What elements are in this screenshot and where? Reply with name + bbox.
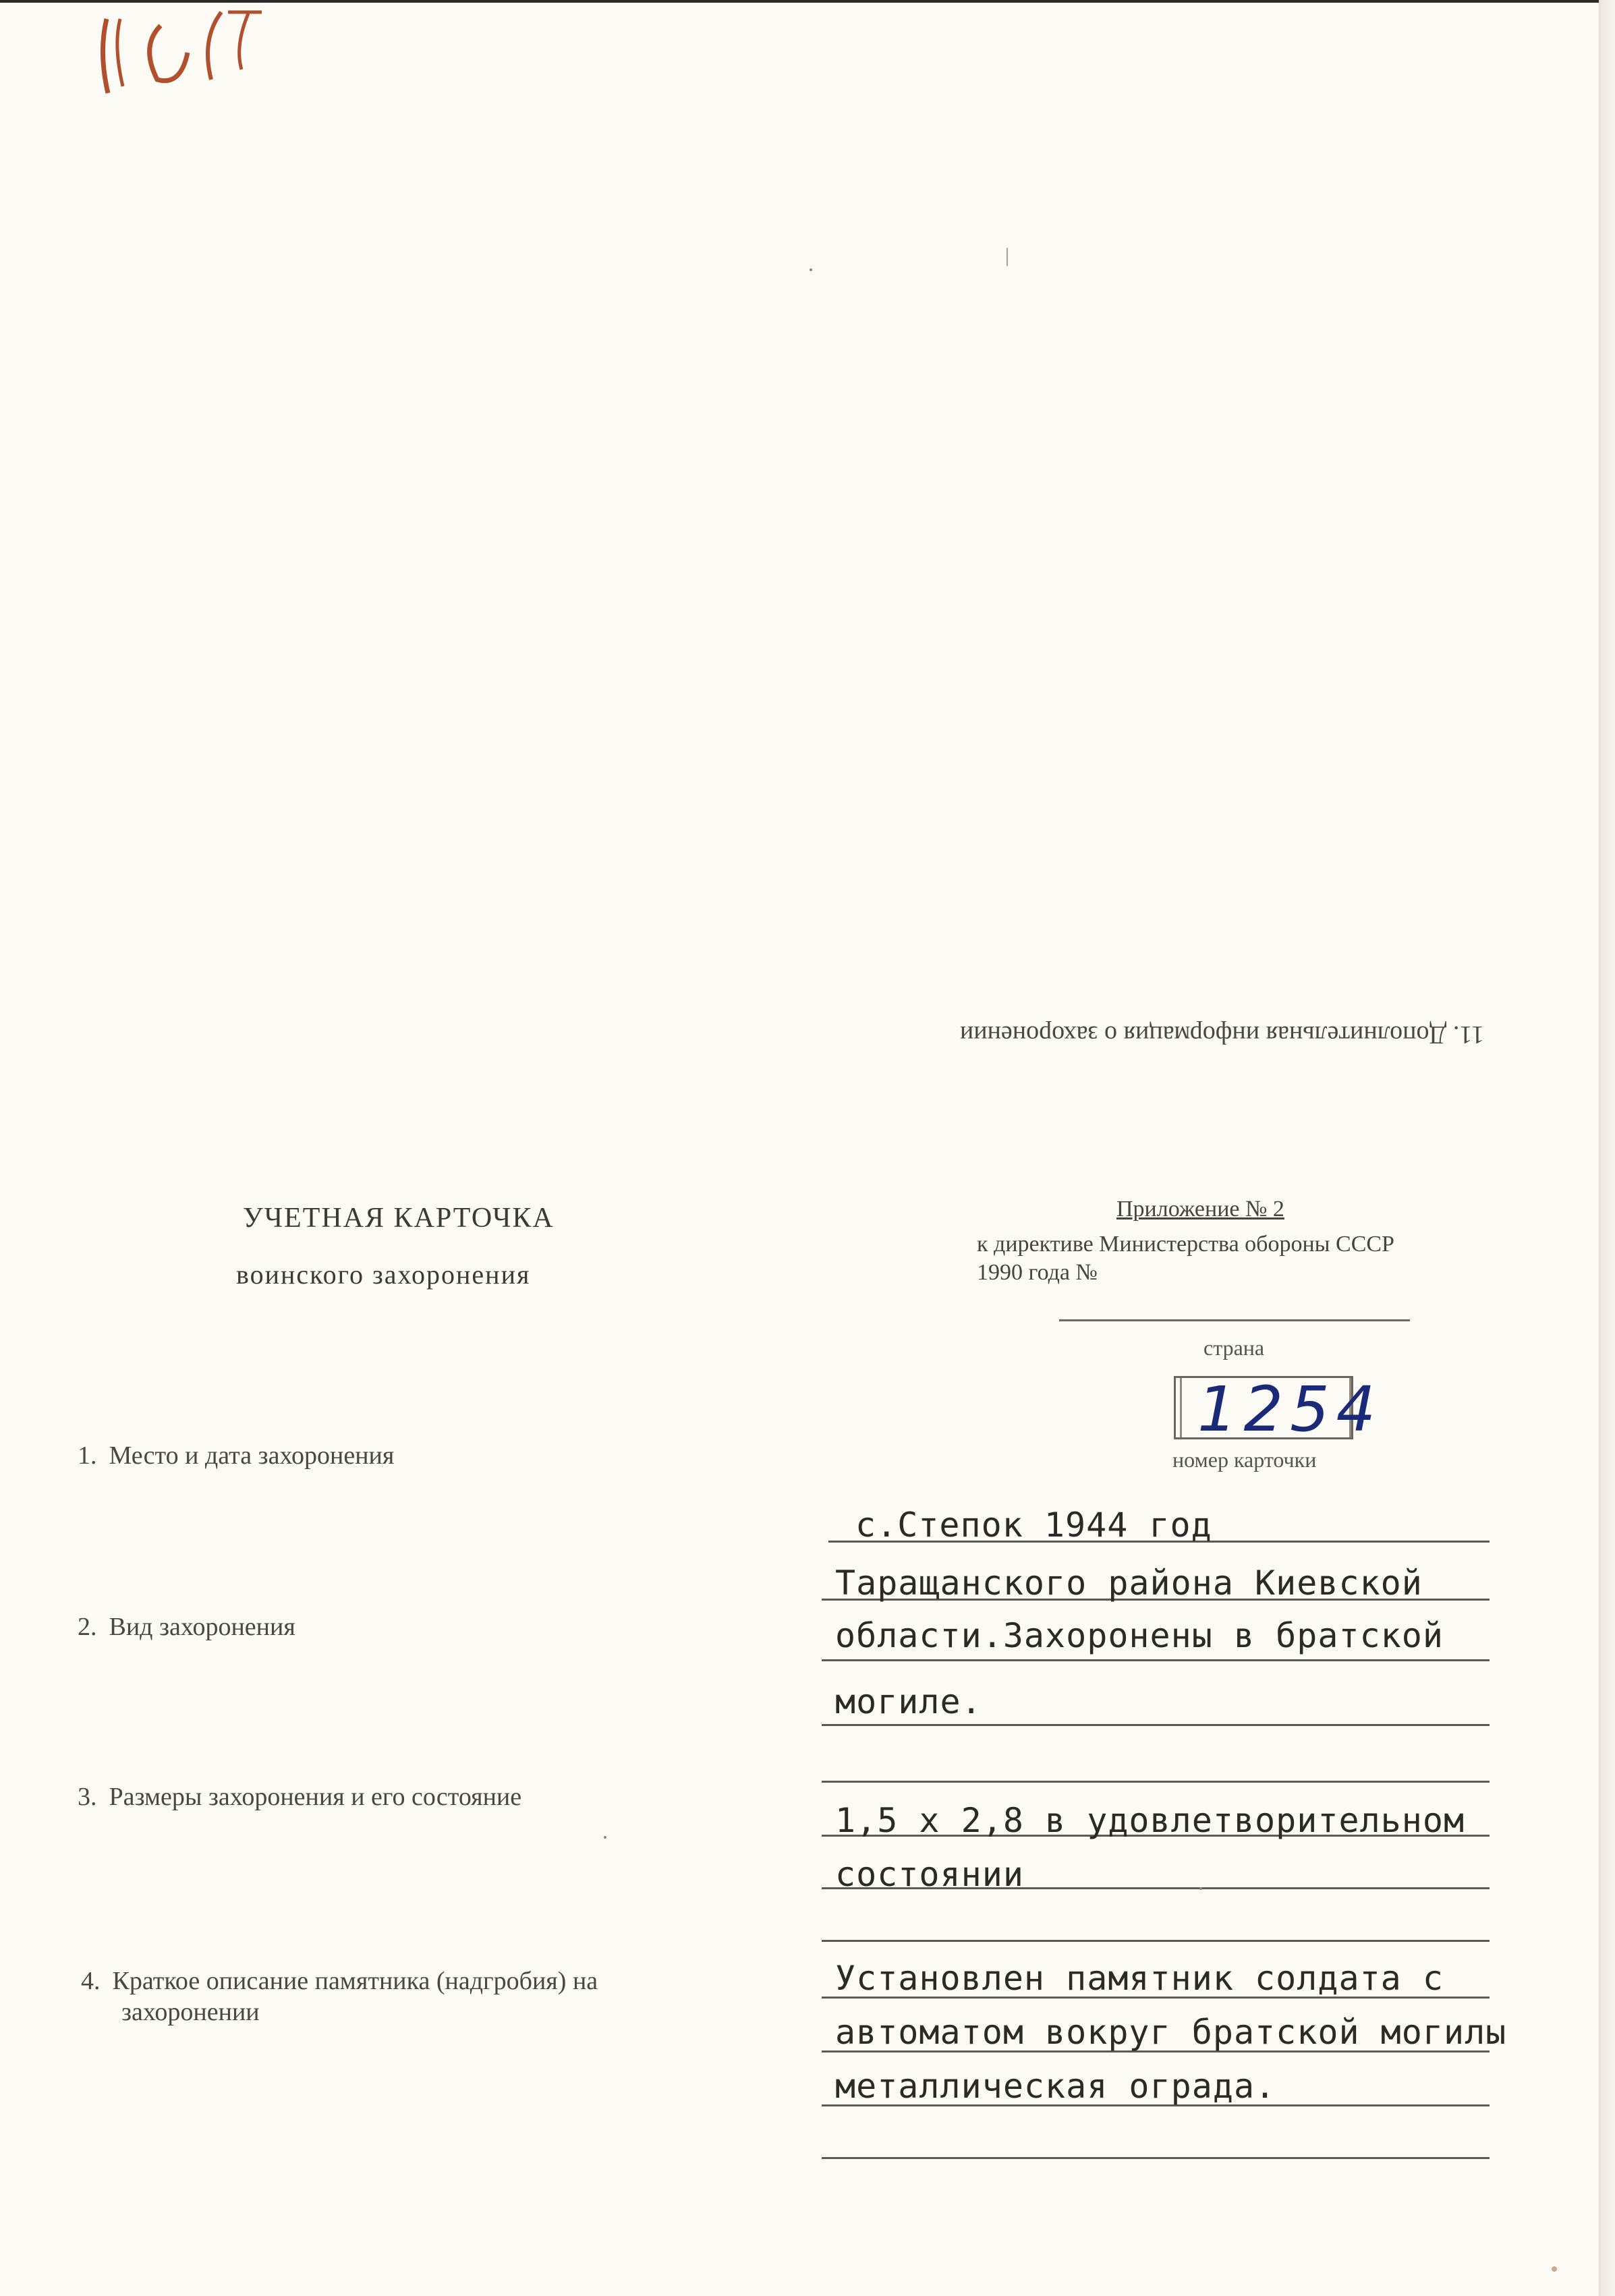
field-3-text: Размеры захоронения и его состояние [109, 1783, 522, 1811]
directive-line-1: к директиве Министерства обороны СССР [977, 1232, 1394, 1257]
card-number-label: номер карточки [1172, 1447, 1317, 1472]
field-1-label [78, 1441, 394, 1470]
answer-line-4: могиле. [835, 1682, 982, 1721]
field-2-number: 2. [78, 1613, 97, 1641]
answer-line-2: Таращанского района Киевской [835, 1563, 1423, 1603]
answer-rule-3 [822, 1659, 1490, 1661]
answer-line-1: с.Степок 1944 год [855, 1505, 1212, 1545]
answer-rule-4 [822, 1724, 1490, 1726]
answer-rule-8 [822, 1940, 1490, 1942]
page-edge-shadow [1600, 0, 1615, 2296]
answer-rule-12 [822, 2157, 1490, 2159]
answer-line-6: состоянии [835, 1855, 1024, 1894]
field-3-label [78, 1782, 521, 1812]
inverted-section-heading: 11. Дополнительная информация о захоронении [959, 1021, 1484, 1049]
paper-speck [810, 268, 812, 271]
field-1-number: 1. [78, 1441, 97, 1470]
field-4-number: 4. [81, 1967, 101, 1995]
card-subtitle: воинского захоронения [236, 1259, 531, 1290]
corner-stamp-mark [93, 5, 295, 107]
paper-speck [1199, 1887, 1202, 1890]
answer-line-8: автоматом вокруг братской могилы [835, 2013, 1507, 2052]
card-title: УЧЕТНАЯ КАРТОЧКА [243, 1203, 555, 1234]
field-4-text-line-1: Краткое описание памятника (надгробия) на [112, 1967, 598, 1995]
paper-stain [1552, 2266, 1557, 2272]
field-2-text: Вид захоронения [109, 1613, 295, 1641]
country-label: страна [1203, 1336, 1265, 1360]
answer-line-7: Установлен памятник солдата с [835, 1959, 1444, 1998]
field-4-label [81, 1965, 598, 2028]
field-3-number: 3. [78, 1783, 97, 1811]
paper-speck [604, 1836, 606, 1839]
appendix-label: Приложение № 2 [1116, 1197, 1284, 1222]
fold-tick: | [1005, 244, 1010, 266]
directive-text [977, 1230, 1394, 1287]
field-4-text-line-2: захоронении [121, 1998, 260, 2026]
card-number-value: 1254 [1197, 1373, 1383, 1445]
answer-line-3: области.Захоронены в братской [835, 1616, 1444, 1655]
top-edge-line [0, 0, 1599, 3]
field-2-label [78, 1612, 295, 1642]
country-field-line [1059, 1319, 1410, 1321]
answer-line-9: металлическая ограда. [835, 2067, 1276, 2106]
answer-rule-5 [822, 1781, 1490, 1783]
directive-line-2: 1990 года № [977, 1260, 1098, 1285]
answer-line-5: 1,5 х 2,8 в удовлетворительном [835, 1801, 1465, 1840]
field-1-text: Место и дата захоронения [109, 1441, 395, 1470]
